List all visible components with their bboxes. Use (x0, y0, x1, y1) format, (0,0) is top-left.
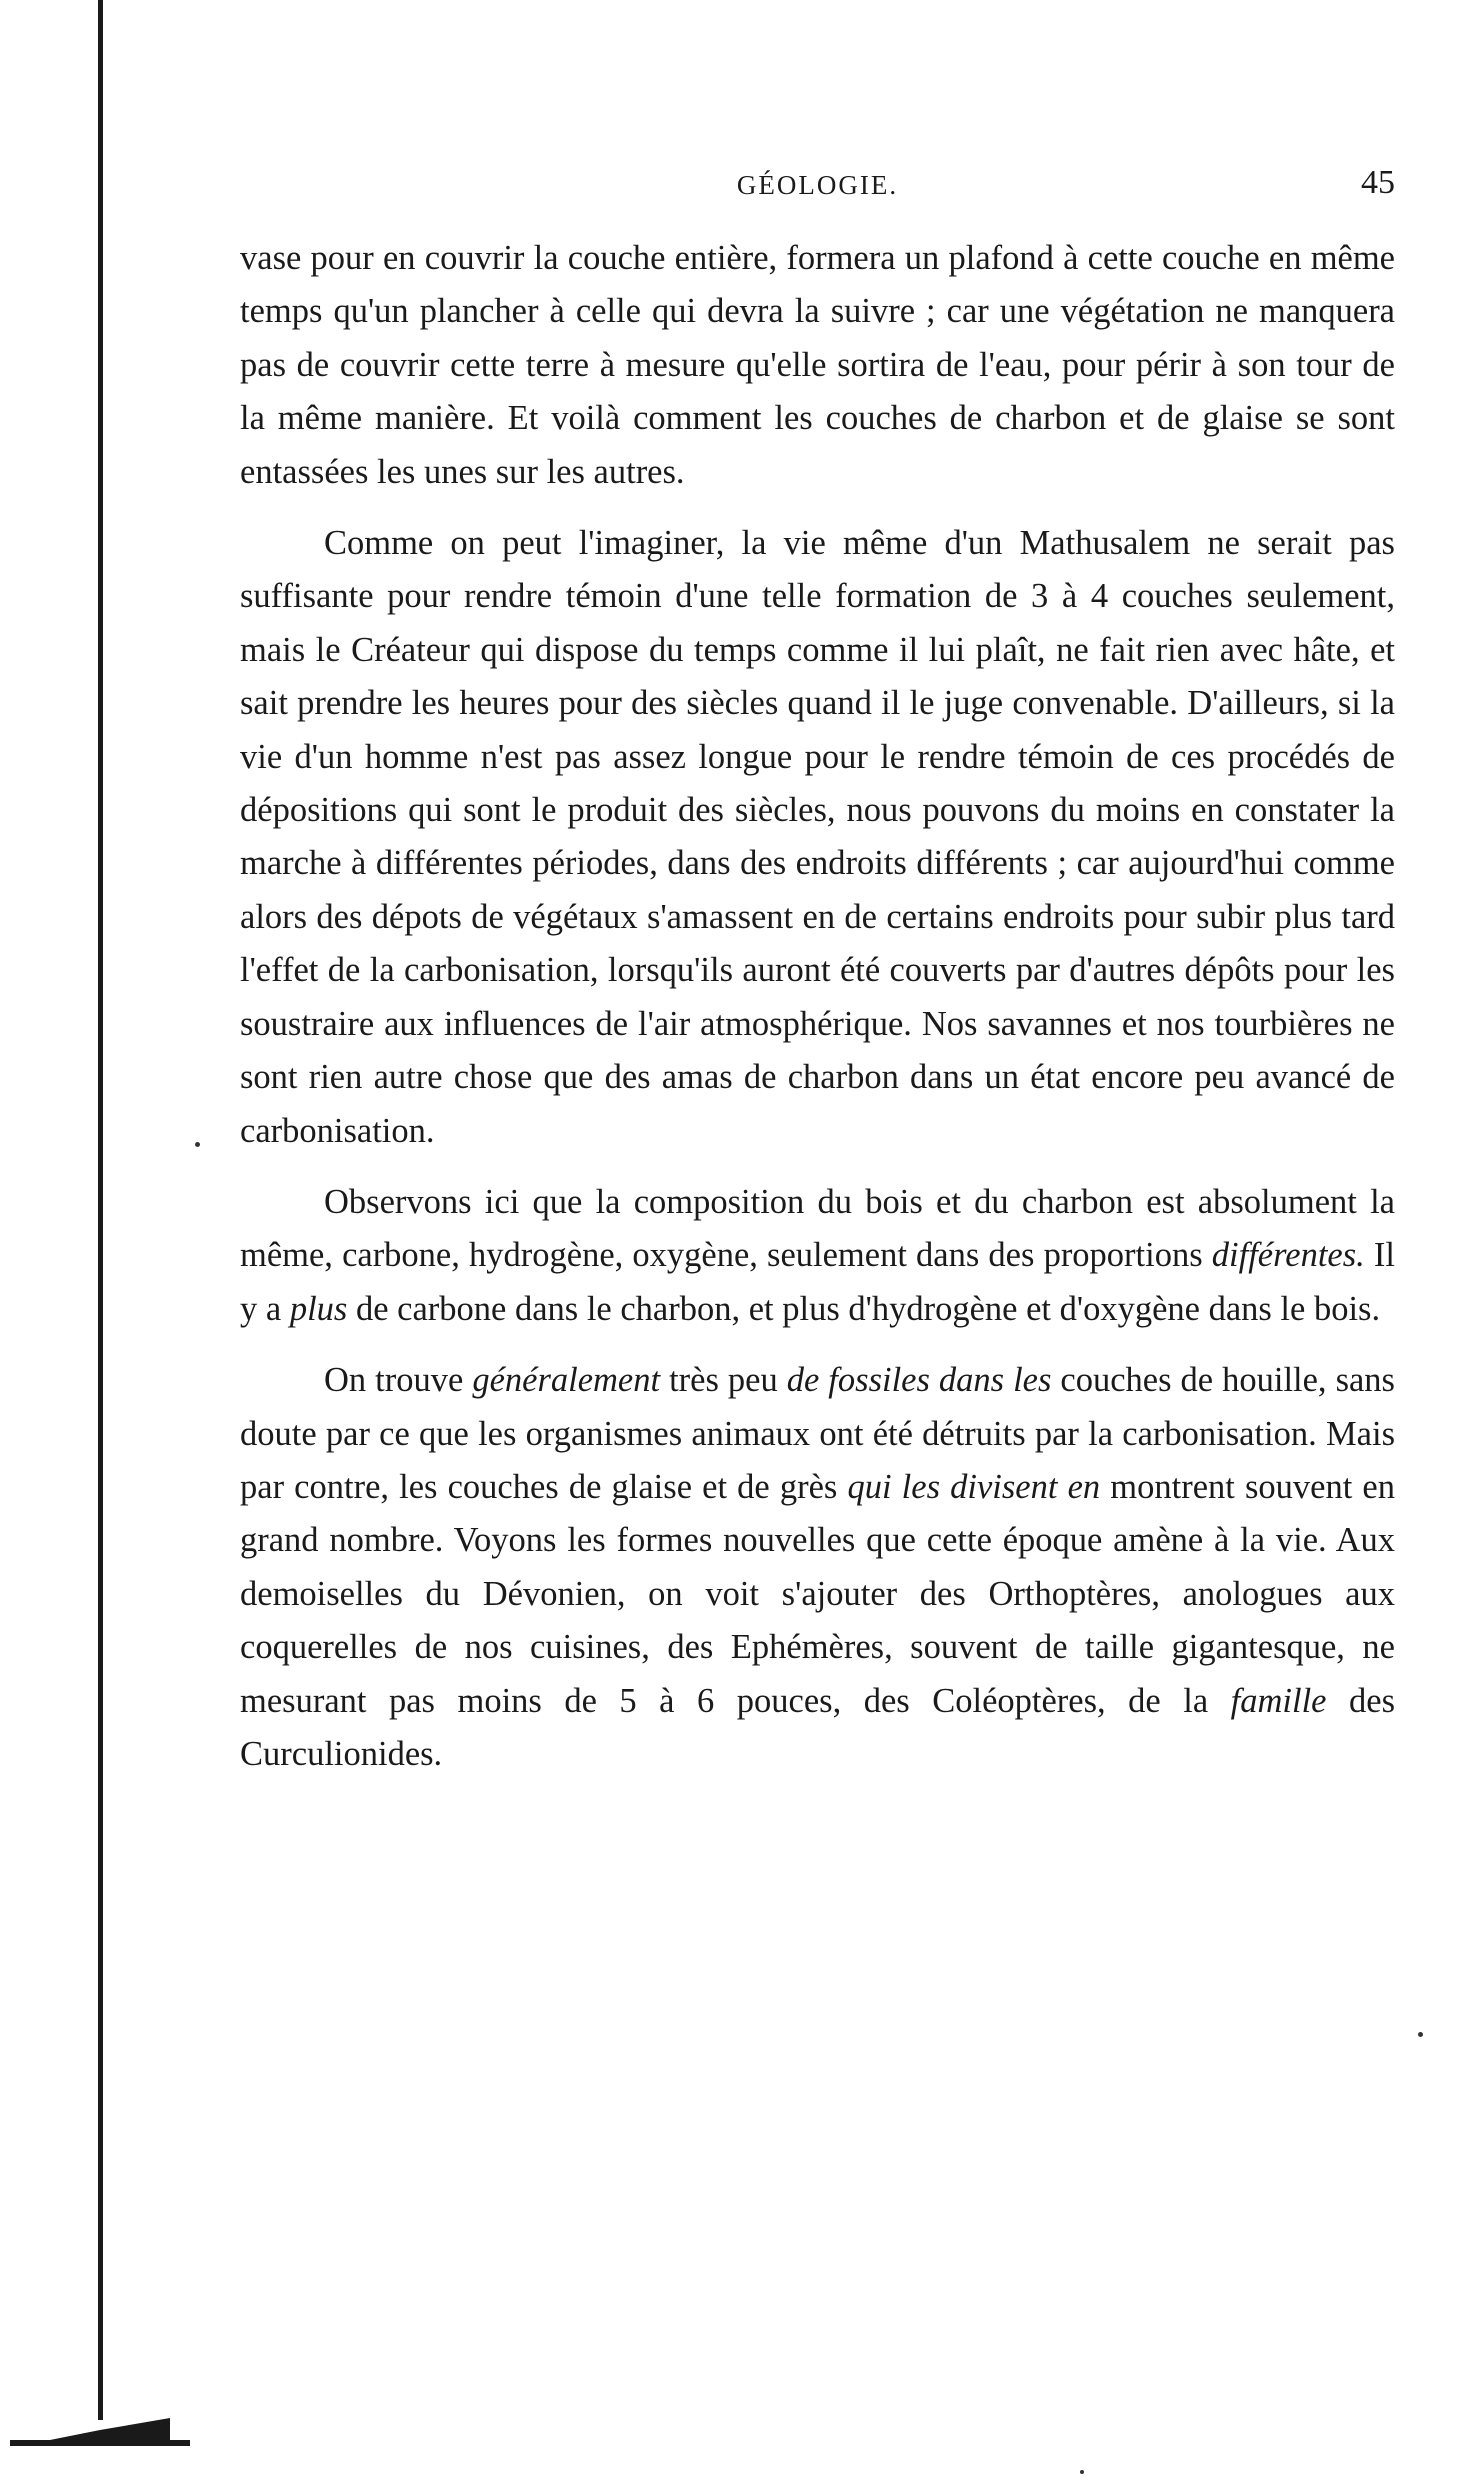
binding-edge-line (98, 0, 103, 2420)
paragraph-text: couches de houille, sans doute par ce que les organismes animaux ont été détruits par la carbonisation. Mais par contre, les couches de glaise et de grès (240, 1361, 1395, 1506)
paragraph-gap (240, 1158, 1395, 1176)
binding-edge-base (10, 2440, 190, 2446)
italic-text: différentes. (1211, 1236, 1365, 1275)
paragraph-text: Il y a (240, 1236, 1395, 1328)
italic-text: généralement (472, 1361, 661, 1400)
running-title: GÉOLOGIE. (736, 170, 899, 200)
scan-speck (195, 1142, 200, 1147)
paragraph-text: des Curculionides. (240, 1681, 1395, 1773)
paragraph-text: très peu (660, 1361, 787, 1400)
paragraph-text: de carbone dans le charbon, et plus d'hydrogène et d'oxygène dans le bois. (347, 1289, 1381, 1328)
paragraph-text: montrent souvent en grand nombre. Voyons les formes nouvelles que cette époque amène à la vie. Aux demoiselles du Dévonien, on voit s'ajouter des Orthoptères, anologues aux coquerelles de nos cuisines, des Ephémères, souvent de taille gigantesque, ne mesurant pas moins de 5 à 6 pouces, des Coléoptères, de la (240, 1467, 1395, 1720)
page-header (240, 164, 1395, 208)
paragraph (240, 517, 1395, 1158)
page-number: 45 (1361, 164, 1395, 201)
paragraph (240, 1354, 1395, 1781)
paragraph (240, 1176, 1395, 1336)
paragraph-text: vase pour en couvrir la couche entière, formera un plafond à cette couche en même temps qu'un plancher à celle qui devra la suivre ; car une végétation ne manquera pas de couvrir cette terre à mesure qu'elle sortira de l'eau, pour périr à son tour de la même manière. Et voilà comment les couches de charbon et de glaise se sont entassées les unes sur les autres. (240, 239, 1395, 491)
paragraph (240, 232, 1395, 499)
scan-speck (1418, 2032, 1423, 2037)
paragraph-gap (240, 1336, 1395, 1354)
paragraph-gap (240, 499, 1395, 517)
paragraph-text: On trouve (324, 1361, 473, 1400)
italic-text: de fossiles dans les (786, 1361, 1052, 1400)
body-text (240, 232, 1395, 1781)
binding-edge-foot (40, 2418, 170, 2442)
paragraph-text: Observons ici que la composition du bois et du charbon est absolument la même, carbone, hydrogène, oxygène, seulement dans des proportions (240, 1182, 1395, 1275)
scan-speck (1080, 2470, 1084, 2474)
italic-text: plus (289, 1289, 348, 1328)
italic-text: famille (1230, 1681, 1327, 1720)
italic-text: qui les divisent en (847, 1467, 1101, 1506)
paragraph-text: Comme on peut l'imaginer, la vie même d'un Mathusalem ne serait pas suffisante pour rendre témoin d'une telle formation de 3 à 4 couches seulement, mais le Créateur qui dispose du temps comme il lui plaît, ne fait rien avec hâte, et sait prendre les heures pour des siècles quand il le juge convenable. D'ailleurs, si la vie d'un homme n'est pas assez longue pour le rendre témoin de ces procédés de dépositions qui sont le produit des siècles, nous pouvons du moins en constater la marche à différentes périodes, dans des endroits différents ; car aujourd'hui comme alors des dépots de végétaux s'amassent en de certains endroits pour subir plus tard l'effet de la carbonisation, lorsqu'ils auront été couverts par d'autres dépôts pour les soustraire aux influences de l'air atmosphérique. Nos savannes et nos tourbières ne sont rien autre chose que des amas de charbon dans un état encore peu avancé de carbonisation. (240, 524, 1395, 1150)
